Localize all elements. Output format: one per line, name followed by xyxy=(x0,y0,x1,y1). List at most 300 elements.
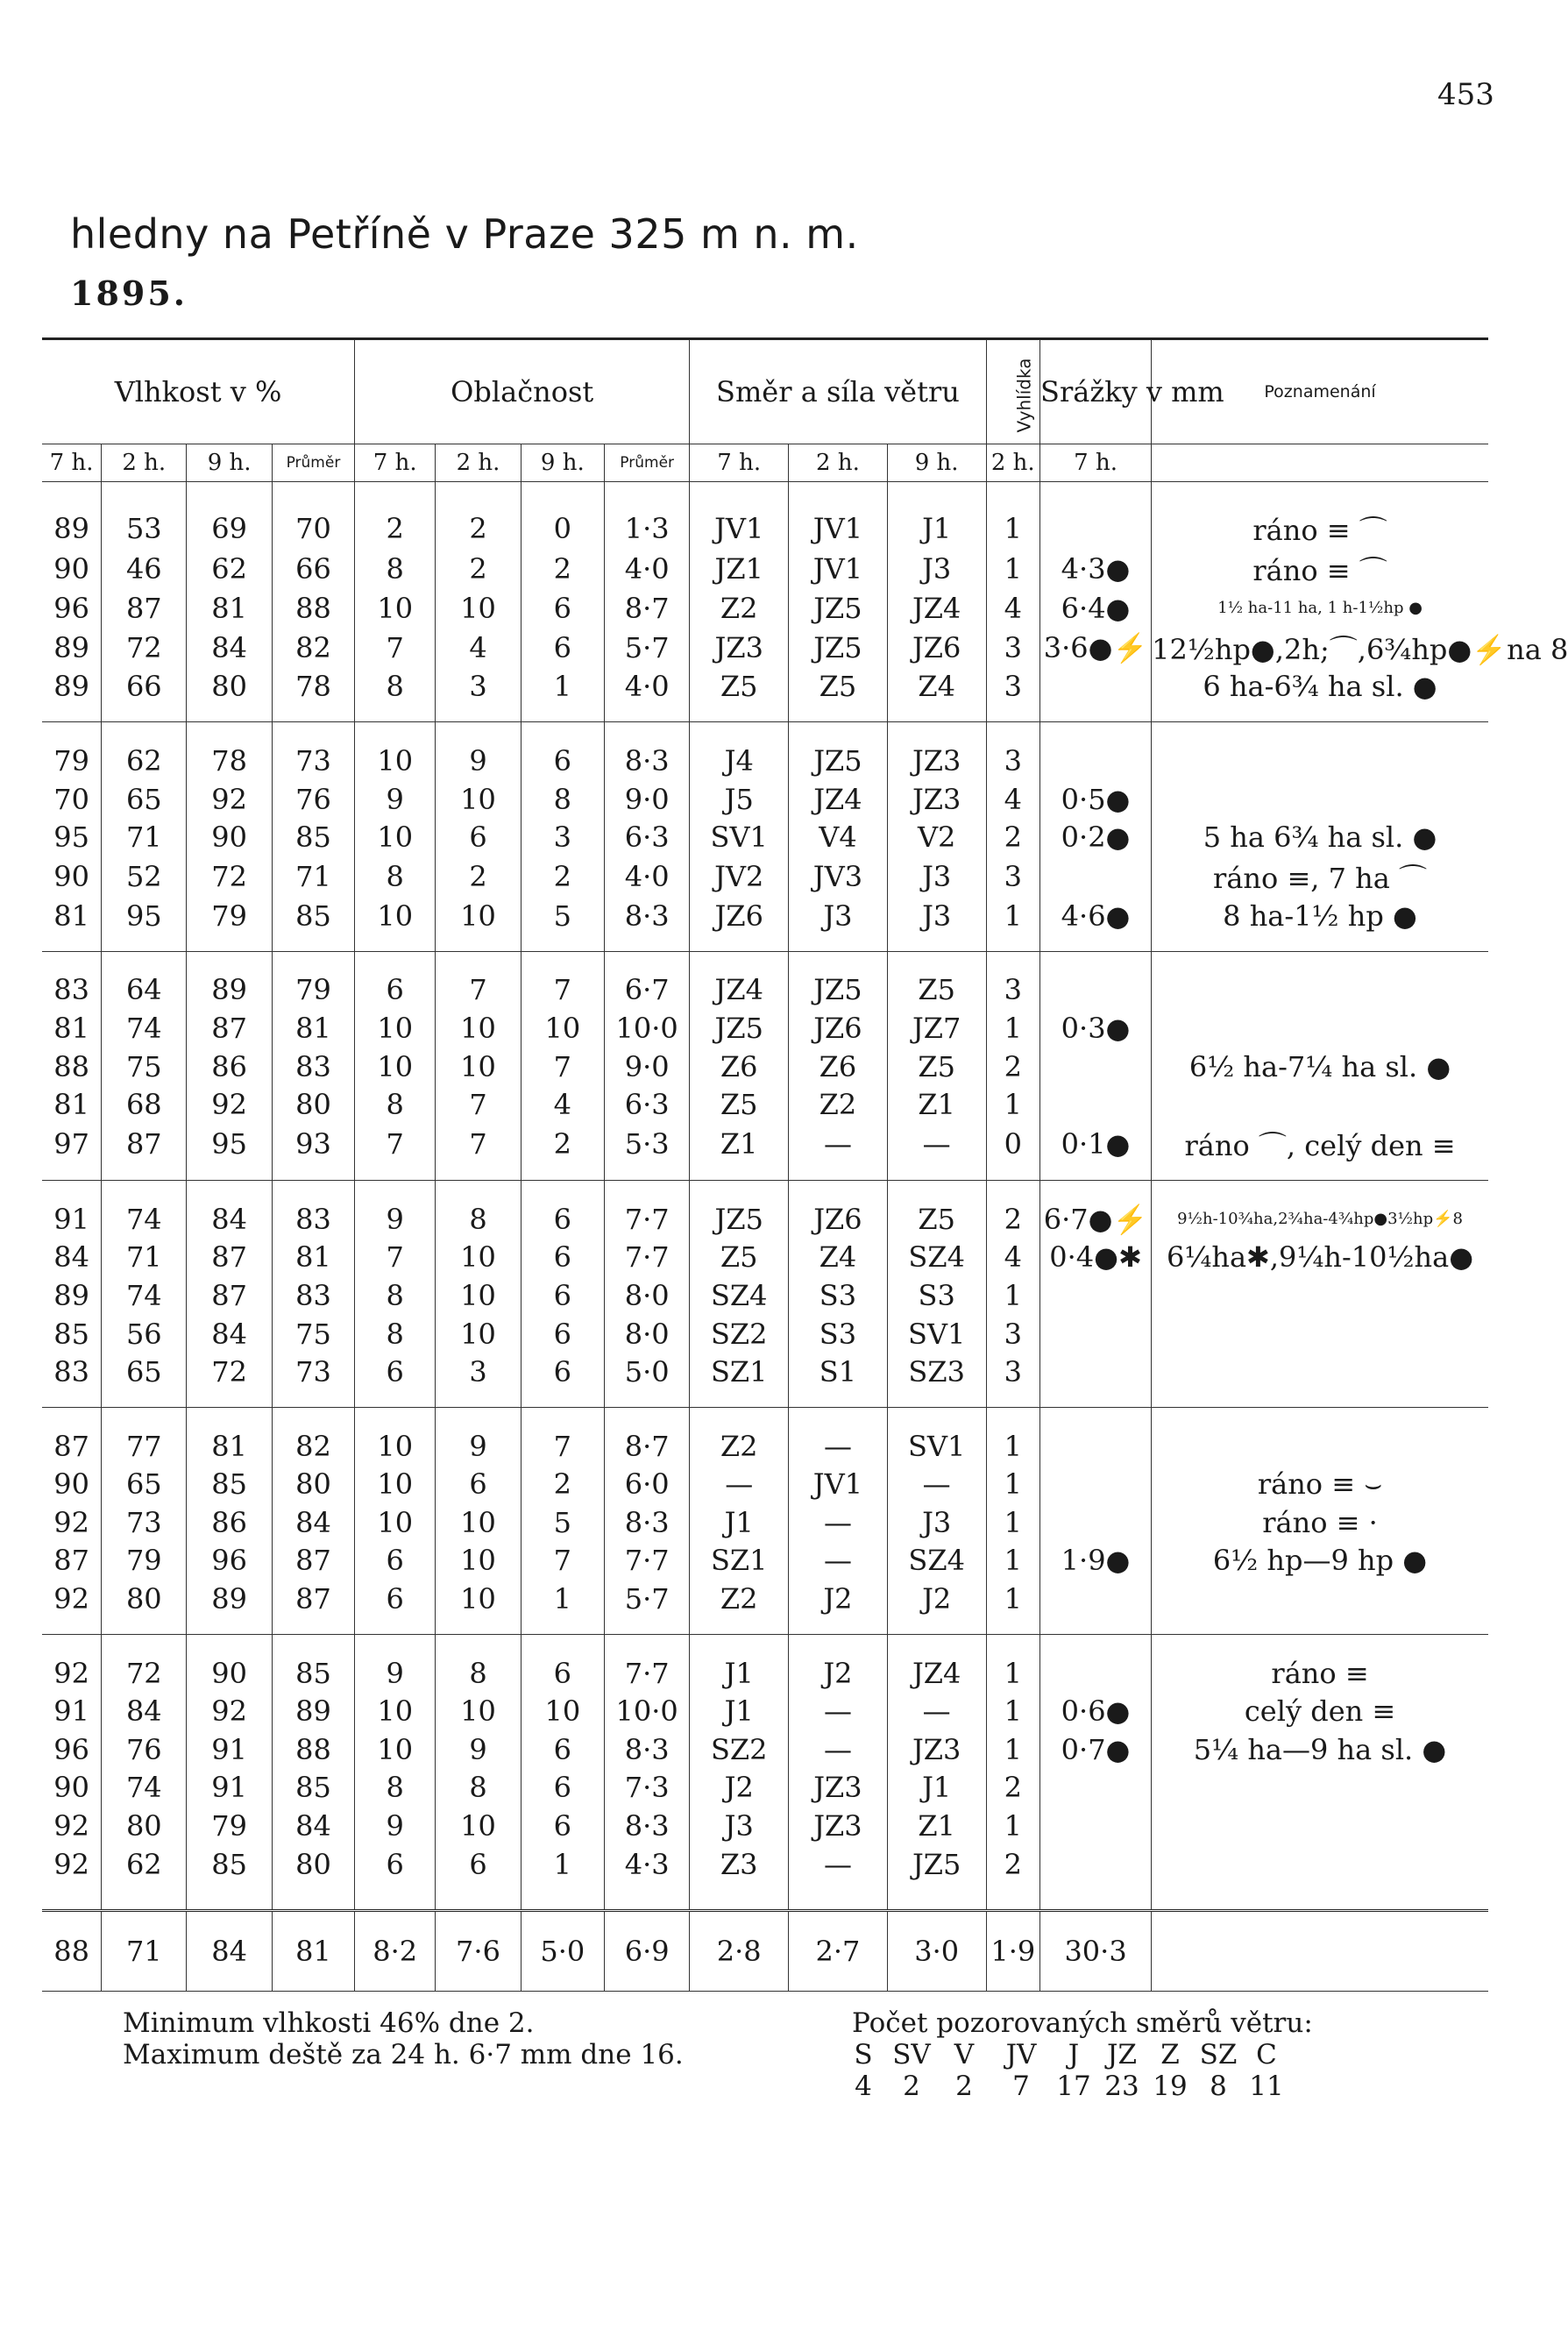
wind-7h: J1 xyxy=(690,1503,789,1542)
humidity-7h: 87 xyxy=(42,1542,102,1580)
humidity-mean: 87 xyxy=(272,1580,354,1618)
cloud-9h: 6 xyxy=(521,1315,604,1353)
cloud-9h: 4 xyxy=(521,1085,604,1124)
cloud-2h: 10 xyxy=(436,1542,521,1580)
wind-9h: Z4 xyxy=(887,668,986,707)
table-row xyxy=(42,971,1488,1010)
visibility: 3 xyxy=(986,971,1039,1010)
table-row xyxy=(42,1085,1488,1124)
wind-direction-list xyxy=(841,2039,1288,2071)
cloud-2h: 10 xyxy=(436,1807,521,1845)
cloud-2h: 10 xyxy=(436,1048,521,1086)
precipitation xyxy=(1040,1085,1152,1124)
cloud-mean: 10·0 xyxy=(604,1692,689,1730)
cloud-9h: 7 xyxy=(521,971,604,1010)
wind-9h: J3 xyxy=(887,1503,986,1542)
wind-2h: S3 xyxy=(789,1315,888,1353)
wind-9h: SZ3 xyxy=(887,1353,986,1391)
wind-direction: Z xyxy=(1160,2039,1180,2071)
cloud-9h: 5 xyxy=(521,897,604,935)
humidity-7h: 89 xyxy=(42,508,102,549)
table-row xyxy=(42,1692,1488,1730)
cloud-7h: 9 xyxy=(355,1200,436,1239)
table-row xyxy=(42,1009,1488,1048)
remark xyxy=(1152,1353,1488,1391)
cloud-9h: 2 xyxy=(521,549,604,589)
wind-9h: J2 xyxy=(887,1580,986,1618)
wind-9h: Z1 xyxy=(887,1085,986,1124)
humidity-9h: 95 xyxy=(187,1124,272,1164)
wind-7h: Z6 xyxy=(690,1048,789,1086)
cloud-9h: 1 xyxy=(521,668,604,707)
humidity-mean: 73 xyxy=(272,1353,354,1391)
wind-9h: S3 xyxy=(887,1276,986,1315)
wind-7h: Z2 xyxy=(690,1580,789,1618)
cloud-mean: 6·0 xyxy=(604,1466,689,1504)
humidity-mean: 81 xyxy=(272,1239,354,1277)
humidity-7h: 92 xyxy=(42,1654,102,1693)
wind-2h: S3 xyxy=(789,1276,888,1315)
wind-2h: JZ5 xyxy=(789,628,888,668)
visibility: 1 xyxy=(986,1654,1039,1693)
table-row xyxy=(42,1353,1488,1391)
table-row xyxy=(42,856,1488,897)
cloud-mean: 7·3 xyxy=(604,1769,689,1808)
humidity-mean: 87 xyxy=(272,1542,354,1580)
wind-7h: Z1 xyxy=(690,1124,789,1164)
remark: 1½ ha-11 ha, 1 h-1½hp ● xyxy=(1217,599,1423,618)
sub-header: Průměr xyxy=(272,444,354,482)
humidity-mean: 85 xyxy=(272,1769,354,1808)
cloud-mean: 7·7 xyxy=(604,1542,689,1580)
cloud-9h: 6 xyxy=(521,1239,604,1277)
remark xyxy=(1152,1807,1488,1845)
cloud-2h: 3 xyxy=(436,1353,521,1391)
humidity-2h: 74 xyxy=(102,1276,187,1315)
cloud-7h: 10 xyxy=(355,1466,436,1504)
humidity-7h: 81 xyxy=(42,1009,102,1048)
cloud-7h: 9 xyxy=(355,1654,436,1693)
remark: 5¼ ha—9 ha sl. ● xyxy=(1193,1732,1447,1766)
humidity-7h: 92 xyxy=(42,1845,102,1884)
cloud-mean: 6·7 xyxy=(604,971,689,1010)
humidity-9h: 92 xyxy=(187,1692,272,1730)
summary-humidity-2h: 71 xyxy=(102,1911,187,1992)
humidity-2h: 84 xyxy=(102,1692,187,1730)
summary-row xyxy=(42,1911,1488,1992)
humidity-2h: 52 xyxy=(102,856,187,897)
wind-7h: Z2 xyxy=(690,589,789,628)
precipitation xyxy=(1040,1427,1152,1466)
wind-7h: JZ5 xyxy=(690,1009,789,1048)
cloud-7h: 10 xyxy=(355,1009,436,1048)
summary-remark xyxy=(1152,1911,1488,1992)
humidity-2h: 71 xyxy=(102,818,187,856)
cloud-7h: 10 xyxy=(355,818,436,856)
cloud-7h: 7 xyxy=(355,1239,436,1277)
wind-9h: JZ4 xyxy=(887,589,986,628)
cloud-mean: 8·3 xyxy=(604,742,689,780)
humidity-2h: 64 xyxy=(102,971,187,1010)
precipitation xyxy=(1040,1276,1152,1315)
remark: 6 ha-6¾ ha sl. ● xyxy=(1203,670,1437,704)
visibility: 1 xyxy=(986,1807,1039,1845)
visibility: 2 xyxy=(986,818,1039,856)
cloud-2h: 2 xyxy=(436,549,521,589)
humidity-7h: 92 xyxy=(42,1503,102,1542)
cloud-7h: 8 xyxy=(355,1315,436,1353)
wind-7h: SV1 xyxy=(690,818,789,856)
cloud-9h: 2 xyxy=(521,1466,604,1504)
wind-7h: Z5 xyxy=(690,668,789,707)
visibility: 1 xyxy=(986,1466,1039,1504)
wind-7h: SZ1 xyxy=(690,1353,789,1391)
table-row xyxy=(42,549,1488,589)
table-row xyxy=(42,1503,1488,1542)
wind-2h: JZ5 xyxy=(789,971,888,1010)
humidity-2h: 77 xyxy=(102,1427,187,1466)
sub-header: 2 h. xyxy=(789,444,888,482)
humidity-mean: 88 xyxy=(272,589,354,628)
cloud-7h: 10 xyxy=(355,742,436,780)
cloud-7h: 10 xyxy=(355,1503,436,1542)
cloud-7h: 6 xyxy=(355,1580,436,1618)
remark: ráno ≡ ⌒ xyxy=(1252,554,1387,587)
cloud-7h: 10 xyxy=(355,1427,436,1466)
cloud-9h: 6 xyxy=(521,1730,604,1769)
table-row xyxy=(42,1845,1488,1884)
wind-9h: Z5 xyxy=(887,1200,986,1239)
humidity-2h: 46 xyxy=(102,549,187,589)
cloud-2h: 2 xyxy=(436,508,521,549)
humidity-9h: 85 xyxy=(187,1466,272,1504)
humidity-2h: 72 xyxy=(102,628,187,668)
cloud-7h: 8 xyxy=(355,1085,436,1124)
humidity-7h: 91 xyxy=(42,1692,102,1730)
humidity-7h: 90 xyxy=(42,549,102,589)
wind-9h: J1 xyxy=(887,508,986,549)
wind-header: Směr a síla větru xyxy=(690,339,986,444)
sub-header-blank xyxy=(1152,444,1488,482)
wind-count: 23 xyxy=(1104,2071,1139,2102)
wind-9h: JZ4 xyxy=(887,1654,986,1693)
page-title: hledny na Petříně v Praze 325 m n. m. xyxy=(70,210,859,258)
humidity-9h: 62 xyxy=(187,549,272,589)
remark xyxy=(1152,971,1488,1010)
observation-table xyxy=(42,337,1568,1992)
observation-body xyxy=(42,482,1568,1992)
table-row xyxy=(42,780,1488,819)
visibility: 1 xyxy=(986,1009,1039,1048)
wind-count: 8 xyxy=(1210,2071,1227,2102)
cloud-7h: 10 xyxy=(355,1048,436,1086)
cloud-2h: 2 xyxy=(436,856,521,897)
humidity-7h: 97 xyxy=(42,1124,102,1164)
visibility: 2 xyxy=(986,1845,1039,1884)
remark xyxy=(1152,742,1488,780)
cloud-2h: 10 xyxy=(436,780,521,819)
cloud-2h: 7 xyxy=(436,1124,521,1164)
cloud-mean: 8·0 xyxy=(604,1315,689,1353)
humidity-9h: 84 xyxy=(187,628,272,668)
precipitation xyxy=(1040,1654,1152,1693)
table-row xyxy=(42,589,1488,628)
humidity-mean: 83 xyxy=(272,1200,354,1239)
remark xyxy=(1152,1845,1488,1884)
wind-9h: Z5 xyxy=(887,971,986,1010)
humidity-9h: 87 xyxy=(187,1239,272,1277)
cloud-7h: 8 xyxy=(355,1276,436,1315)
wind-count: 4 xyxy=(855,2071,872,2102)
wind-9h: V2 xyxy=(887,818,986,856)
remark xyxy=(1152,1580,1488,1618)
precipitation: 0·3● xyxy=(1040,1009,1152,1048)
precipitation: 4·3● xyxy=(1040,549,1152,589)
table-row xyxy=(42,1580,1488,1618)
cloud-7h: 7 xyxy=(355,628,436,668)
sub-header: Průměr xyxy=(604,444,689,482)
visibility: 1 xyxy=(986,1580,1039,1618)
cloud-2h: 10 xyxy=(436,1009,521,1048)
cloud-mean: 8·3 xyxy=(604,1503,689,1542)
summary-humidity-mean: 81 xyxy=(272,1911,354,1992)
wind-2h: — xyxy=(789,1730,888,1769)
wind-count-list xyxy=(841,2071,1288,2102)
cloud-9h: 6 xyxy=(521,1654,604,1693)
precipitation: 0·7● xyxy=(1040,1730,1152,1769)
humidity-7h: 92 xyxy=(42,1580,102,1618)
cloud-mean: 6·3 xyxy=(604,818,689,856)
humidity-7h: 83 xyxy=(42,1353,102,1391)
humidity-7h: 85 xyxy=(42,1315,102,1353)
table-row xyxy=(42,1048,1488,1086)
cloud-2h: 9 xyxy=(436,1427,521,1466)
table-row xyxy=(42,818,1488,856)
humidity-9h: 84 xyxy=(187,1200,272,1239)
wind-9h: JZ5 xyxy=(887,1845,986,1884)
cloud-2h: 10 xyxy=(436,1276,521,1315)
remark: 12½hp●,2h;⌒,6¾hp●⚡na 8 xyxy=(1152,632,1568,666)
wind-7h: JV2 xyxy=(690,856,789,897)
humidity-mean: 85 xyxy=(272,818,354,856)
humidity-7h: 70 xyxy=(42,780,102,819)
wind-2h: JV1 xyxy=(789,549,888,589)
humidity-2h: 87 xyxy=(102,589,187,628)
visibility: 1 xyxy=(986,897,1039,935)
visibility: 2 xyxy=(986,1769,1039,1808)
humidity-2h: 80 xyxy=(102,1580,187,1618)
sub-header: 2 h. xyxy=(102,444,187,482)
remark xyxy=(1152,1769,1488,1808)
humidity-2h: 65 xyxy=(102,1466,187,1504)
cloud-7h: 8 xyxy=(355,668,436,707)
cloud-9h: 7 xyxy=(521,1542,604,1580)
humidity-mean: 88 xyxy=(272,1730,354,1769)
cloud-7h: 9 xyxy=(355,1807,436,1845)
summary-wind-2h: 2·7 xyxy=(789,1911,888,1992)
visibility: 4 xyxy=(986,589,1039,628)
remark: ráno ≡, 7 ha ⌒ xyxy=(1213,861,1428,895)
humidity-2h: 76 xyxy=(102,1730,187,1769)
precipitation xyxy=(1040,1580,1152,1618)
precipitation xyxy=(1040,742,1152,780)
wind-7h: J2 xyxy=(690,1769,789,1808)
cloud-7h: 8 xyxy=(355,856,436,897)
precipitation xyxy=(1040,1845,1152,1884)
wind-direction: S xyxy=(854,2039,873,2071)
sub-header: 7 h. xyxy=(42,444,102,482)
wind-2h: Z4 xyxy=(789,1239,888,1277)
wind-2h: S1 xyxy=(789,1353,888,1391)
summary-cloud-9h: 5·0 xyxy=(521,1911,604,1992)
remark: ráno ≡ ⌒ xyxy=(1252,514,1387,547)
cloud-2h: 7 xyxy=(436,1085,521,1124)
humidity-mean: 81 xyxy=(272,1009,354,1048)
remark: ráno ≡ ⌣ xyxy=(1257,1467,1383,1501)
visibility: 3 xyxy=(986,668,1039,707)
min-humidity-note: Minimum vlhkosti 46% dne 2. xyxy=(123,2007,535,2039)
table-row xyxy=(42,1730,1488,1769)
cloud-9h: 10 xyxy=(521,1009,604,1048)
visibility-header: Vyhlídka xyxy=(986,339,1039,444)
remark: 6½ ha-7¼ ha sl. ● xyxy=(1188,1049,1451,1083)
table-row xyxy=(42,628,1488,668)
summary-precipitation: 30·3 xyxy=(1040,1911,1152,1992)
remarks-header: Poznamenání xyxy=(1152,339,1488,444)
cloud-9h: 5 xyxy=(521,1503,604,1542)
precipitation: 0·1● xyxy=(1040,1124,1152,1164)
cloud-mean: 4·0 xyxy=(604,549,689,589)
humidity-9h: 91 xyxy=(187,1730,272,1769)
remark: celý den ≡ xyxy=(1244,1694,1396,1729)
humidity-mean: 73 xyxy=(272,742,354,780)
table-row xyxy=(42,1807,1488,1845)
summary-wind-9h: 3·0 xyxy=(887,1911,986,1992)
table-row xyxy=(42,1276,1488,1315)
humidity-9h: 79 xyxy=(187,897,272,935)
visibility: 1 xyxy=(986,549,1039,589)
cloud-9h: 6 xyxy=(521,1769,604,1808)
precipitation xyxy=(1040,668,1152,707)
wind-2h: JZ6 xyxy=(789,1009,888,1048)
precipitation: 0·5● xyxy=(1040,780,1152,819)
wind-9h: SV1 xyxy=(887,1427,986,1466)
humidity-2h: 74 xyxy=(102,1769,187,1808)
wind-2h: V4 xyxy=(789,818,888,856)
humidity-9h: 72 xyxy=(187,1353,272,1391)
precipitation-header: Srážky v mm xyxy=(1040,339,1152,444)
humidity-9h: 84 xyxy=(187,1315,272,1353)
sub-header: 7 h. xyxy=(1040,444,1152,482)
visibility: 3 xyxy=(986,628,1039,668)
cloud-2h: 8 xyxy=(436,1654,521,1693)
wind-7h: J1 xyxy=(690,1654,789,1693)
cloud-7h: 10 xyxy=(355,589,436,628)
humidity-7h: 96 xyxy=(42,589,102,628)
humidity-mean: 80 xyxy=(272,1085,354,1124)
humidity-9h: 69 xyxy=(187,508,272,549)
visibility: 0 xyxy=(986,1124,1039,1164)
cloud-mean: 8·3 xyxy=(604,1807,689,1845)
humidity-2h: 87 xyxy=(102,1124,187,1164)
cloud-2h: 7 xyxy=(436,971,521,1010)
wind-7h: JZ3 xyxy=(690,628,789,668)
cloud-9h: 6 xyxy=(521,1276,604,1315)
wind-2h: JZ6 xyxy=(789,1200,888,1239)
wind-2h: — xyxy=(789,1542,888,1580)
cloud-2h: 10 xyxy=(436,897,521,935)
cloud-9h: 6 xyxy=(521,1200,604,1239)
humidity-7h: 89 xyxy=(42,1276,102,1315)
wind-7h: SZ2 xyxy=(690,1730,789,1769)
humidity-2h: 74 xyxy=(102,1200,187,1239)
wind-count: 19 xyxy=(1153,2071,1188,2102)
summary-humidity-7h: 88 xyxy=(42,1911,102,1992)
cloud-mean: 9·0 xyxy=(604,780,689,819)
visibility: 1 xyxy=(986,1276,1039,1315)
humidity-2h: 73 xyxy=(102,1503,187,1542)
summary-cloud-2h: 7·6 xyxy=(436,1911,521,1992)
sub-header: 9 h. xyxy=(887,444,986,482)
wind-count: 11 xyxy=(1249,2071,1284,2102)
wind-9h: JZ3 xyxy=(887,1730,986,1769)
humidity-9h: 96 xyxy=(187,1542,272,1580)
humidity-7h: 89 xyxy=(42,668,102,707)
cloud-7h: 6 xyxy=(355,1542,436,1580)
cloud-2h: 8 xyxy=(436,1200,521,1239)
humidity-mean: 85 xyxy=(272,897,354,935)
cloud-7h: 10 xyxy=(355,1730,436,1769)
wind-2h: JZ3 xyxy=(789,1807,888,1845)
wind-direction: JV xyxy=(1005,2039,1037,2071)
cloud-mean: 8·7 xyxy=(604,1427,689,1466)
humidity-mean: 80 xyxy=(272,1845,354,1884)
wind-2h: J2 xyxy=(789,1654,888,1693)
cloud-2h: 10 xyxy=(436,1239,521,1277)
cloud-mean: 9·0 xyxy=(604,1048,689,1086)
wind-9h: JZ7 xyxy=(887,1009,986,1048)
wind-7h: SZ4 xyxy=(690,1276,789,1315)
wind-2h: JZ5 xyxy=(789,742,888,780)
cloud-mean: 5·7 xyxy=(604,1580,689,1618)
precipitation: 0·2● xyxy=(1040,818,1152,856)
remark: 6¼ha✱,9¼h-10½ha● xyxy=(1166,1240,1474,1275)
humidity-mean: 79 xyxy=(272,971,354,1010)
summary-cloud-mean: 6·9 xyxy=(604,1911,689,1992)
humidity-7h: 79 xyxy=(42,742,102,780)
precipitation xyxy=(1040,1315,1152,1353)
humidity-mean: 76 xyxy=(272,780,354,819)
wind-7h: J4 xyxy=(690,742,789,780)
humidity-mean: 85 xyxy=(272,1654,354,1693)
wind-7h: Z2 xyxy=(690,1427,789,1466)
wind-7h: JV1 xyxy=(690,508,789,549)
wind-direction: SV xyxy=(892,2039,931,2071)
table-row xyxy=(42,742,1488,780)
sub-header: 2 h. xyxy=(436,444,521,482)
cloud-2h: 10 xyxy=(436,1503,521,1542)
humidity-mean: 83 xyxy=(272,1048,354,1086)
visibility: 4 xyxy=(986,780,1039,819)
wind-2h: JZ3 xyxy=(789,1769,888,1808)
wind-9h: J3 xyxy=(887,856,986,897)
visibility: 1 xyxy=(986,1085,1039,1124)
summary-cloud-7h: 8·2 xyxy=(355,1911,436,1992)
humidity-2h: 75 xyxy=(102,1048,187,1086)
cloud-9h: 8 xyxy=(521,780,604,819)
cloud-9h: 10 xyxy=(521,1692,604,1730)
sub-header: 9 h. xyxy=(521,444,604,482)
